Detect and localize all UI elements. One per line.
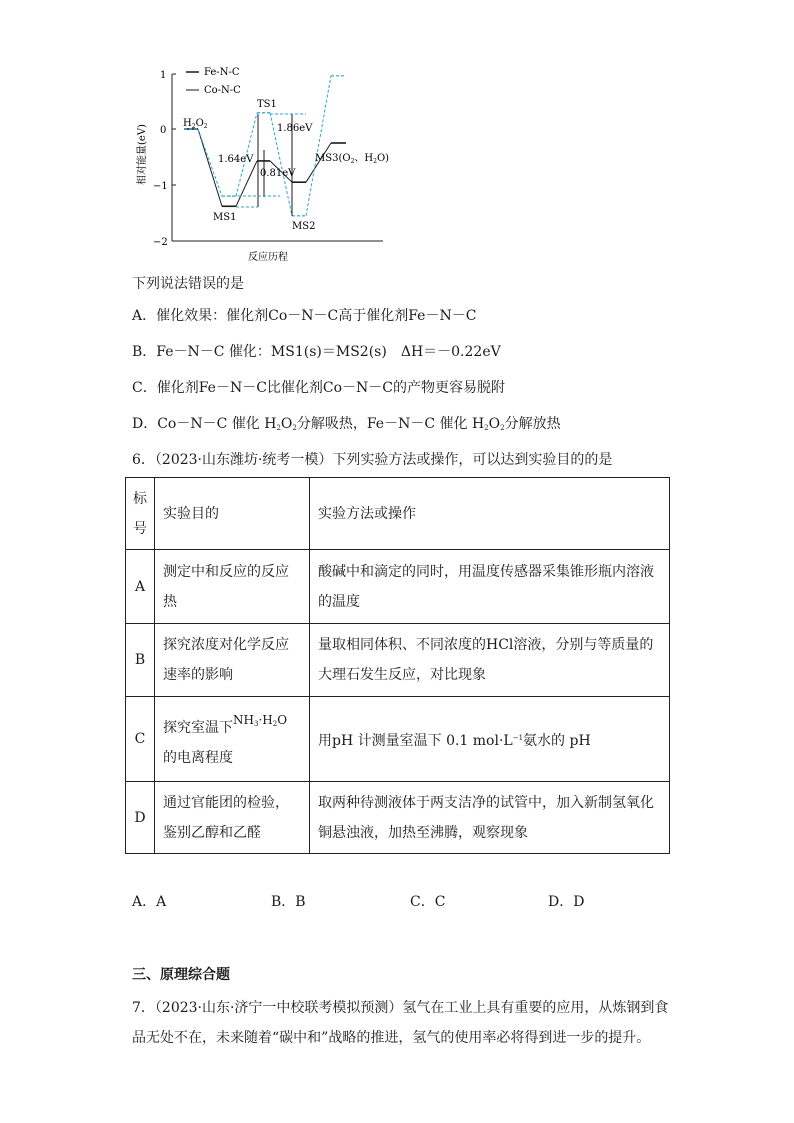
q6-stem: 6．（2023·山东潍坊·统考一模）下列实验方法或操作，可以达到实验目的的是 <box>132 452 613 468</box>
energy-diagram <box>130 55 400 270</box>
q6-option-b[interactable]: B．B <box>271 894 306 910</box>
y-tick-1: 1 <box>160 70 167 81</box>
label-ms2: MS2 <box>292 221 316 232</box>
y-tick-0: 0 <box>160 125 167 136</box>
row-method: 量取相同体积、不同浓度的HCl溶液，分别与等质量的大理石发生反应，对比现象 <box>310 624 670 697</box>
row-purpose: 测定中和反应的反应热 <box>155 550 310 624</box>
q7-text-line1: 7．（2023·山东·济宁一中校联考模拟预测）氢气在工业上具有重要的应用，从炼钢到食 <box>132 1000 669 1016</box>
row-label: B <box>126 624 155 697</box>
row-purpose: 探究室温下$NH_3\cdot H_2O$ 的电离程度 <box>155 697 310 782</box>
table-header-row <box>126 478 670 550</box>
table-row <box>126 550 670 624</box>
header-method: 实验方法或操作 <box>310 478 670 550</box>
y-axis-label: 相对能量(eV) <box>137 124 148 185</box>
row-method: 取两种待测液体于两支洁净的试管中，加入新制氢氧化铜悬浊液，加热至沸腾，观察现象 <box>310 782 670 854</box>
fe-connector-0 <box>198 129 222 206</box>
label-081ev: 0.81eV <box>260 168 296 179</box>
label-ms1: MS1 <box>213 212 237 223</box>
y-tick-labels <box>153 70 168 248</box>
section-heading: 三、原理综合题 <box>132 967 230 983</box>
label-h2o2: $H_2O_2$ <box>183 118 208 130</box>
table-row <box>126 624 670 697</box>
q5-option-b-text: B．Fe－N－C 催化：MS1(s)＝MS2(s) <box>132 344 401 360</box>
label-186ev: 1.86eV <box>277 123 313 134</box>
table-row <box>126 697 670 782</box>
y-tick-m2: −2 <box>153 237 168 248</box>
q5-option-b-dh: ΔH＝－0.22eV <box>400 344 501 360</box>
row-method: 用pH 计测量室温下 0.1 $mol\cdot L^{-1}$氨水的 pH <box>310 697 670 782</box>
row-label: C <box>126 697 155 782</box>
q7-text-line2: 品无处不在，未来随着“碳中和”战略的推进，氢气的使用率必将得到进一步的提升。 <box>132 1030 651 1046</box>
label-164ev: 1.64eV <box>218 154 254 165</box>
row-label: A <box>126 550 155 624</box>
row-label: D <box>126 782 155 854</box>
header-purpose: 实验目的 <box>155 478 310 550</box>
experiment-table <box>125 477 670 854</box>
legend-fe-label: Fe-N-C <box>204 67 240 78</box>
co-connector-3 <box>306 76 331 216</box>
q6-option-c[interactable]: C．C <box>410 894 446 910</box>
legend-co-label: Co-N-C <box>204 85 241 96</box>
y-ticks <box>172 74 176 241</box>
row-method: 酸碱中和滴定的同时，用温度传感器采集锥形瓶内溶液的温度 <box>310 550 670 624</box>
table-row <box>126 782 670 854</box>
x-axis-label: 反应历程 <box>248 252 288 263</box>
q5-option-d[interactable]: D．Co－N－C 催化 $H_2O_2$分解吸热，Fe－N－C 催化 $H_2O_2$分解放热 <box>132 416 561 432</box>
q6-option-d[interactable]: D．D <box>548 894 585 910</box>
y-tick-m1: −1 <box>153 181 168 192</box>
label-ms3: $MS3(O_2$、$H_2O$) <box>315 153 390 165</box>
q5-option-a[interactable]: A．催化效果：催化剂Co－N－C高于催化剂Fe－N－C <box>132 308 477 324</box>
q5-stem: 下列说法错误的是 <box>132 276 244 292</box>
q5-option-b[interactable] <box>132 342 501 362</box>
row-purpose: 通过官能团的检验，鉴别乙醇和乙醛 <box>155 782 310 854</box>
q6-option-a[interactable]: A．A <box>132 894 167 910</box>
series-co-n-c <box>184 76 346 216</box>
label-ts1: TS1 <box>257 99 277 110</box>
header-label: 标号 <box>126 478 155 550</box>
row-purpose: 探究浓度对化学反应速率的影响 <box>155 624 310 697</box>
q5-option-c[interactable]: C．催化剂Fe－N－C比催化剂Co－N－C的产物更容易脱附 <box>132 380 506 396</box>
